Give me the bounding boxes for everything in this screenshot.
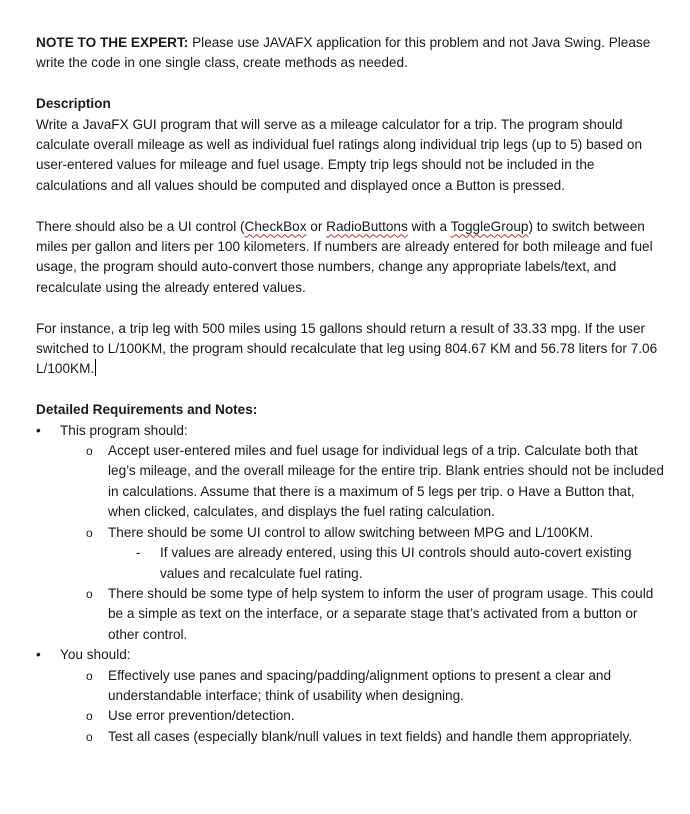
description-heading: Description (36, 96, 111, 112)
spacer (36, 298, 666, 318)
sub-bullet-mark: o (86, 525, 93, 540)
sub-item-text: Accept user-entered miles and fuel usage for individual legs of a trip. Calculate both that leg’s mileage, and the overall mileage for the entire trip. Blank entries should not be included in calculations. Assume that there is a maximum of 5 legs per trip. o Have a Button that, when clicked, calculates, and displays the fuel rating calculation. (108, 443, 664, 520)
sub-item-accept (36, 441, 666, 523)
bullet-mark: • (36, 647, 41, 663)
dash-mark: - (136, 545, 141, 561)
ui-control-text: with a (407, 218, 451, 234)
spellcheck-term-radiobuttons: RadioButtons (326, 218, 408, 234)
sub-item-text: Use error prevention/detection. (108, 708, 295, 724)
sub-bullet-mark: o (86, 729, 93, 744)
spacer (36, 196, 666, 216)
sub-item-text: There should be some UI control to allow switching between MPG and L/100KM. (108, 524, 594, 540)
sub-item-errors (36, 706, 666, 726)
spellcheck-term-checkbox: CheckBox (244, 218, 307, 234)
bullet-label: This program should: (60, 422, 188, 438)
bullet-program-should (36, 421, 666, 441)
text-cursor (95, 359, 96, 376)
ui-control-text: ) to switch between miles per gallon and liters per 100 kilometers. If numbers are already entered for both mileage and fuel usage, the program should auto-convert those numbers, change any appropriate labels/text, and recalculate using the already entered values. (36, 218, 653, 295)
bullet-mark: • (36, 422, 41, 438)
sub-bullet-mark: o (86, 586, 93, 601)
sub-item-text: Effectively use panes and spacing/padding/alignment options to present a clear and understandable interface; think of usability when designing. (108, 667, 612, 703)
sub-item-text: Test all cases (especially blank/null values in text fields) and handle them appropriately. (108, 728, 633, 744)
sub-bullet-mark: o (86, 709, 93, 724)
sub-item-text: There should be some type of help system to inform the user of program usage. This could be a simple as text on the interface, or a separate stage that’s activated from a button or other control. (108, 585, 654, 642)
ui-control-text: There should also be a UI control ( (36, 218, 245, 234)
ui-control-text: or (306, 218, 327, 234)
spacer (36, 74, 666, 94)
dash-item-text: If values are already entered, using this UI controls should auto-covert existing values and recalculate fuel rating. (160, 545, 632, 581)
bullet-label: You should: (60, 647, 131, 663)
sub-item-panes (36, 666, 666, 707)
note-text: Please use JAVAFX application for this problem and not Java Swing. Please write the code in one single class, create methods as needed. (36, 35, 651, 71)
description-paragraph: Write a JavaFX GUI program that will serve as a mileage calculator for a trip. The program should calculate overall mileage as well as individual fuel ratings along individual trip legs (up to 5) based on user-entered values for mileage and fuel usage. Empty trip legs should not be included in the calculations and all values should be computed and displayed once a Button is pressed. (36, 116, 643, 193)
ui-control-paragraph (36, 217, 666, 299)
sub-bullet-mark: o (86, 444, 93, 459)
bullet-you-should (36, 645, 666, 665)
sub-item-switching (36, 523, 666, 543)
sub-item-test (36, 727, 666, 747)
document-body (36, 33, 666, 747)
instance-text: For instance, a trip leg with 500 miles using 15 gallons should return a result of 33.33 mpg. If the user switched to L/100KM, the program should recalculate that leg using 804.67 KM and 56.78 liters for 7.06 L/100KM. (36, 320, 658, 377)
instance-paragraph (36, 319, 666, 380)
note-paragraph (36, 33, 666, 74)
spellcheck-term-togglegroup: ToggleGroup (450, 218, 529, 234)
note-label: NOTE TO THE EXPERT: (36, 35, 189, 50)
sub-bullet-mark: o (86, 668, 93, 683)
spacer (36, 380, 666, 400)
dash-item-auto-convert (36, 543, 666, 584)
sub-item-help (36, 584, 666, 645)
requirements-heading: Detailed Requirements and Notes: (36, 402, 258, 418)
